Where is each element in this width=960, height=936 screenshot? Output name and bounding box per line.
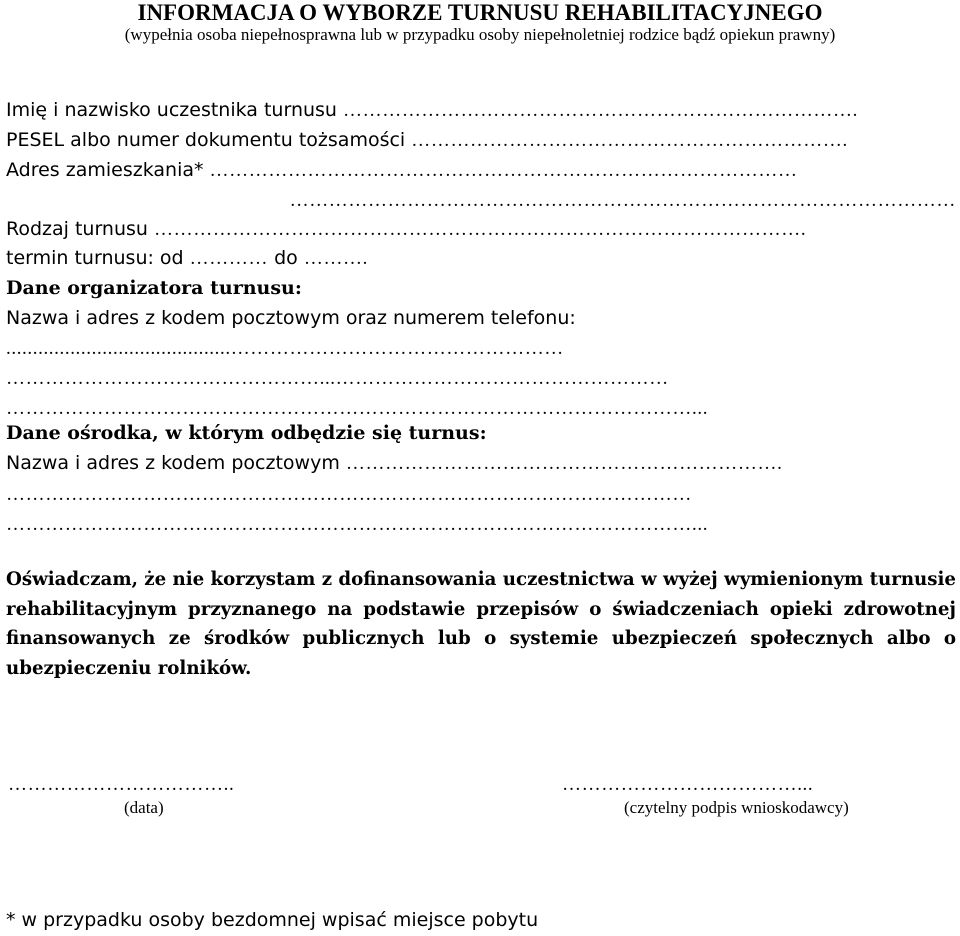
- stay-type-label: Rodzaj turnusu: [6, 218, 148, 240]
- facility-address-row: [6, 448, 956, 479]
- address-field[interactable]: ………………………………………………………………………………: [209, 160, 798, 181]
- pesel-field[interactable]: ………………………………………………………….: [411, 130, 848, 151]
- address-row-2: [0, 185, 956, 216]
- stay-to-label: do: [274, 247, 298, 269]
- organizer-field-1[interactable]: ..........................................……………………………………………: [6, 338, 564, 359]
- date-field[interactable]: ……………………………..: [8, 774, 235, 795]
- organizer-line-2: [6, 363, 956, 394]
- organizer-field-2[interactable]: …………………………………………...……………………………………………: [6, 368, 669, 389]
- stay-to-field[interactable]: ……….: [303, 248, 368, 269]
- signature-caption: (czytelny podpis wnioskodawcy): [624, 798, 849, 817]
- address-label: Adres zamieszkania*: [6, 159, 204, 181]
- stay-from-field[interactable]: …………: [189, 248, 269, 269]
- footnote: * w przypadku osoby bezdomnej wpisać miejsce pobytu: [6, 909, 539, 931]
- participant-name-row: [6, 95, 956, 126]
- facility-field-2[interactable]: ……………………………………………………………………………………………: [6, 484, 692, 505]
- participant-name-label: Imię i nazwisko uczestnika turnusu: [6, 99, 337, 121]
- facility-line-2: [6, 479, 956, 510]
- date-caption: (data): [124, 798, 164, 817]
- declaration-statement: Oświadczam, że nie korzystam z dofinansowania uczestnictwa w wyżej wymienionym turnusie rehabilitacyjnym przyznanego na podstawie przepisów o świadczeniach opieki zdrowotnej finansowanych ze środków publicznych lub o systemie ubezpieczeń społecznych albo o ubezpieczeniu rolników.: [6, 569, 956, 679]
- address-field-2[interactable]: …………………………………………………………………………………………: [289, 190, 956, 211]
- pesel-row: [6, 125, 956, 156]
- stay-dates-row: [6, 243, 956, 274]
- stay-type-field[interactable]: ……………………………………………………………………………………….: [154, 219, 807, 240]
- form-title: INFORMACJA O WYBORZE TURNUSU REHABILITACYJNEGO: [137, 0, 823, 25]
- organizer-heading: Dane organizatora turnusu:: [6, 277, 302, 299]
- address-row: [6, 155, 956, 186]
- form-subtitle: (wypełnia osoba niepełnosprawna lub w przypadku osoby niepełnoletniej rodzice bądź opiekun prawny): [124, 25, 836, 44]
- facility-heading-row: [6, 418, 956, 448]
- participant-name-field[interactable]: …………………………………………………………………….: [343, 100, 858, 121]
- stay-type-row: [6, 214, 956, 245]
- organizer-address-label-row: [6, 303, 956, 333]
- facility-heading: Dane ośrodka, w którym odbędzie się turnus:: [6, 422, 487, 444]
- organizer-address-label: Nazwa i adres z kodem pocztowym oraz numerem telefonu:: [6, 307, 576, 329]
- organizer-line-1: [6, 333, 956, 364]
- organizer-field-3[interactable]: ……………………………………………………………………………………………...: [6, 398, 709, 419]
- facility-address-label: Nazwa i adres z kodem pocztowym: [6, 452, 340, 474]
- pesel-label: PESEL albo numer dokumentu tożsamości: [6, 129, 406, 151]
- facility-field-3[interactable]: ……………………………………………………………………………………………...: [6, 514, 709, 535]
- facility-address-field[interactable]: ………………………………………………………….: [345, 453, 783, 474]
- organizer-heading-row: [6, 273, 956, 303]
- signature-field[interactable]: ………………………………...: [562, 774, 814, 795]
- stay-from-label: termin turnusu: od: [6, 247, 184, 269]
- facility-line-3: [6, 509, 956, 540]
